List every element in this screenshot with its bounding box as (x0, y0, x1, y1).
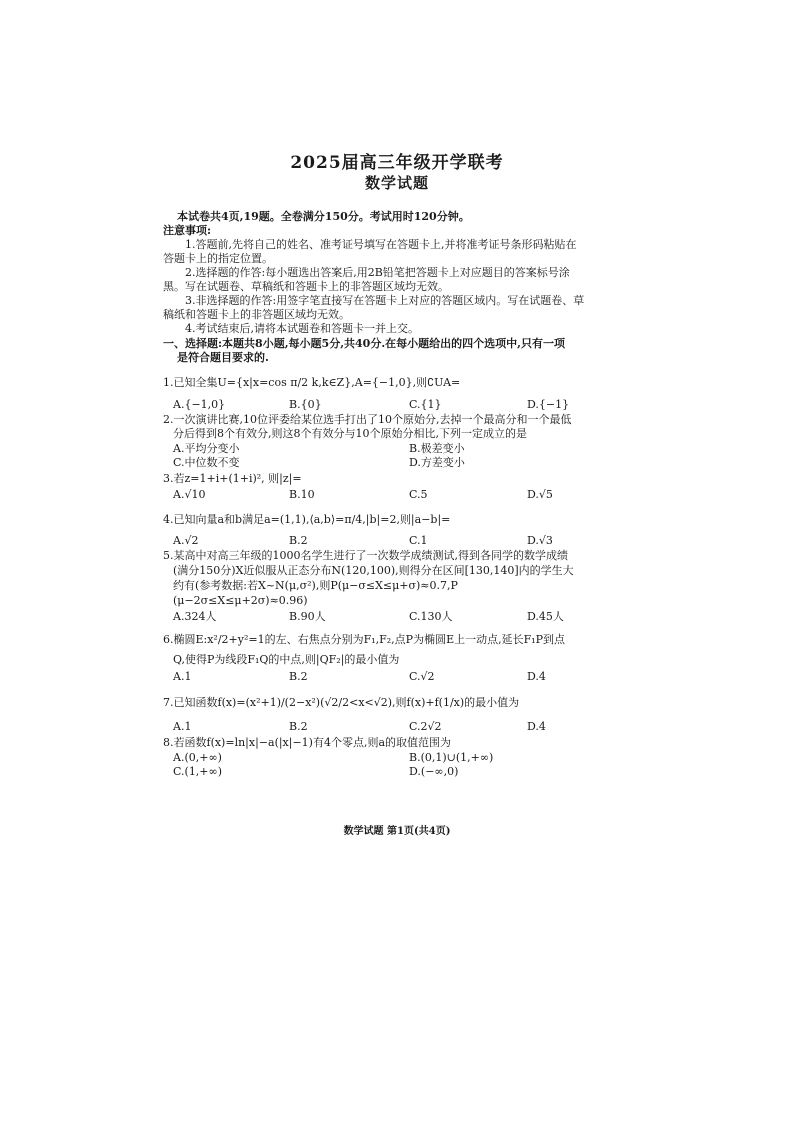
q4-option-b: B.2 (289, 534, 308, 547)
question-6: 6.椭圆E:x²/2+y²=1的左、右焦点分别为F₁,F₂,点P为椭圆E上一动点,延长F₁P到点 (163, 633, 566, 646)
q6-option-b: B.2 (289, 670, 308, 683)
q4-option-c: C.1 (409, 534, 428, 547)
q7-option-c: C.2√2 (409, 720, 442, 733)
question-6-cont: Q,使得P为线段F₁Q的中点,则|QF₂|的最小值为 (173, 653, 400, 666)
question-2: 2.一次演讲比赛,10位评委给某位选手打出了10个原始分,去掉一个最高分和一个最低 (163, 413, 572, 426)
notice-line: 1.答题前,先将自己的姓名、准考证号填写在答题卡上,并将准考证号条形码粘贴在 (185, 238, 577, 251)
notice-heading: 注意事项: (163, 224, 212, 237)
notice-line: 4.考试结束后,请将本试题卷和答题卡一并上交。 (185, 322, 419, 335)
question-4: 4.已知向量a和b满足a=(1,1),⟨a,b⟩=π/4,|b|=2,则|a−b|= (163, 513, 451, 526)
q5-option-b: B.90人 (289, 610, 326, 623)
q4-option-d: D.√3 (527, 534, 553, 547)
question-5-cont: (μ−2σ≤X≤μ+2σ)≈0.96) (173, 594, 308, 607)
page-footer: 数学试题 第1页(共4页) (343, 826, 451, 837)
q3-option-c: C.5 (409, 488, 428, 501)
q7-option-d: D.4 (527, 720, 546, 733)
q2-option-c: C.中位数不变 (173, 456, 240, 469)
q7-option-a: A.1 (173, 720, 192, 733)
q7-option-b: B.2 (289, 720, 308, 733)
question-8: 8.若函数f(x)=ln|x|−a(|x|−1)有4个零点,则a的取值范围为 (163, 736, 452, 749)
q1-option-c: C.{1} (409, 398, 442, 411)
q3-option-d: D.√5 (527, 488, 553, 501)
q2-option-d: D.方差变小 (409, 456, 465, 469)
q8-option-a: A.(0,+∞) (173, 751, 222, 764)
exam-summary: 本试卷共4页,19题。全卷满分150分。考试用时120分钟。 (177, 210, 470, 223)
q8-option-b: B.(0,1)∪(1,+∞) (409, 751, 494, 764)
section-heading: 一、选择题:本题共8小题,每小题5分,共40分.在每小题给出的四个选项中,只有一项 (163, 337, 565, 350)
q6-option-c: C.√2 (409, 670, 435, 683)
q1-option-b: B.{0} (289, 398, 322, 411)
q8-option-d: D.(−∞,0) (409, 765, 459, 778)
section-heading-cont: 是符合题目要求的. (177, 351, 269, 364)
q1-option-d: D.{−1} (527, 398, 570, 411)
q4-option-a: A.√2 (173, 534, 199, 547)
q6-option-d: D.4 (527, 670, 546, 683)
exam-title: 2025届高三年级开学联考 (290, 153, 504, 173)
notice-line: 3.非选择题的作答:用签字笔直接写在答题卡上对应的答题区域内。写在试题卷、草 (185, 294, 585, 307)
q1-option-a: A.{−1,0} (173, 398, 226, 411)
q3-option-a: A.√10 (173, 488, 206, 501)
q2-option-a: A.平均分变小 (173, 442, 240, 455)
question-5-cont: 约有(参考数据:若X~N(μ,σ²),则P(μ−σ≤X≤μ+σ)≈0.7,P (173, 579, 458, 592)
question-1: 1.已知全集U={x|x=cos π/2 k,k∈Z},A={−1,0},则∁UA= (163, 376, 461, 389)
q5-option-d: D.45人 (527, 610, 564, 623)
q6-option-a: A.1 (173, 670, 192, 683)
question-2-cont: 分后得到8个有效分,则这8个有效分与10个原始分相比,下列一定成立的是 (173, 427, 527, 440)
q2-option-b: B.极差变小 (409, 442, 465, 455)
q8-option-c: C.(1,+∞) (173, 765, 222, 778)
q5-option-a: A.324人 (173, 610, 217, 623)
q3-option-b: B.10 (289, 488, 315, 501)
exam-subtitle: 数学试题 (364, 174, 429, 192)
question-5-cont: (满分150分)X近似服从正态分布N(120,100),则得分在区间[130,140]内的学生大 (173, 564, 574, 577)
notice-line: 黑。写在试题卷、草稿纸和答题卡上的非答题区域均无效。 (163, 280, 449, 293)
notice-line: 稿纸和答题卡上的非答题区域均无效。 (163, 308, 350, 321)
question-5: 5.某高中对高三年级的1000名学生进行了一次数学成绩测试,得到各同学的数学成绩 (163, 549, 568, 562)
question-3: 3.若z=1+i+(1+i)², 则|z|= (163, 472, 302, 485)
notice-line: 答题卡上的指定位置。 (163, 252, 273, 265)
notice-line: 2.选择题的作答:每小题选出答案后,用2B铅笔把答题卡上对应题目的答案标号涂 (185, 266, 570, 279)
q5-option-c: C.130人 (409, 610, 453, 623)
question-7: 7.已知函数f(x)=(x²+1)/(2−x²)(√2/2<x<√2),则f(x)+f(1/x)的最小值为 (163, 696, 520, 709)
